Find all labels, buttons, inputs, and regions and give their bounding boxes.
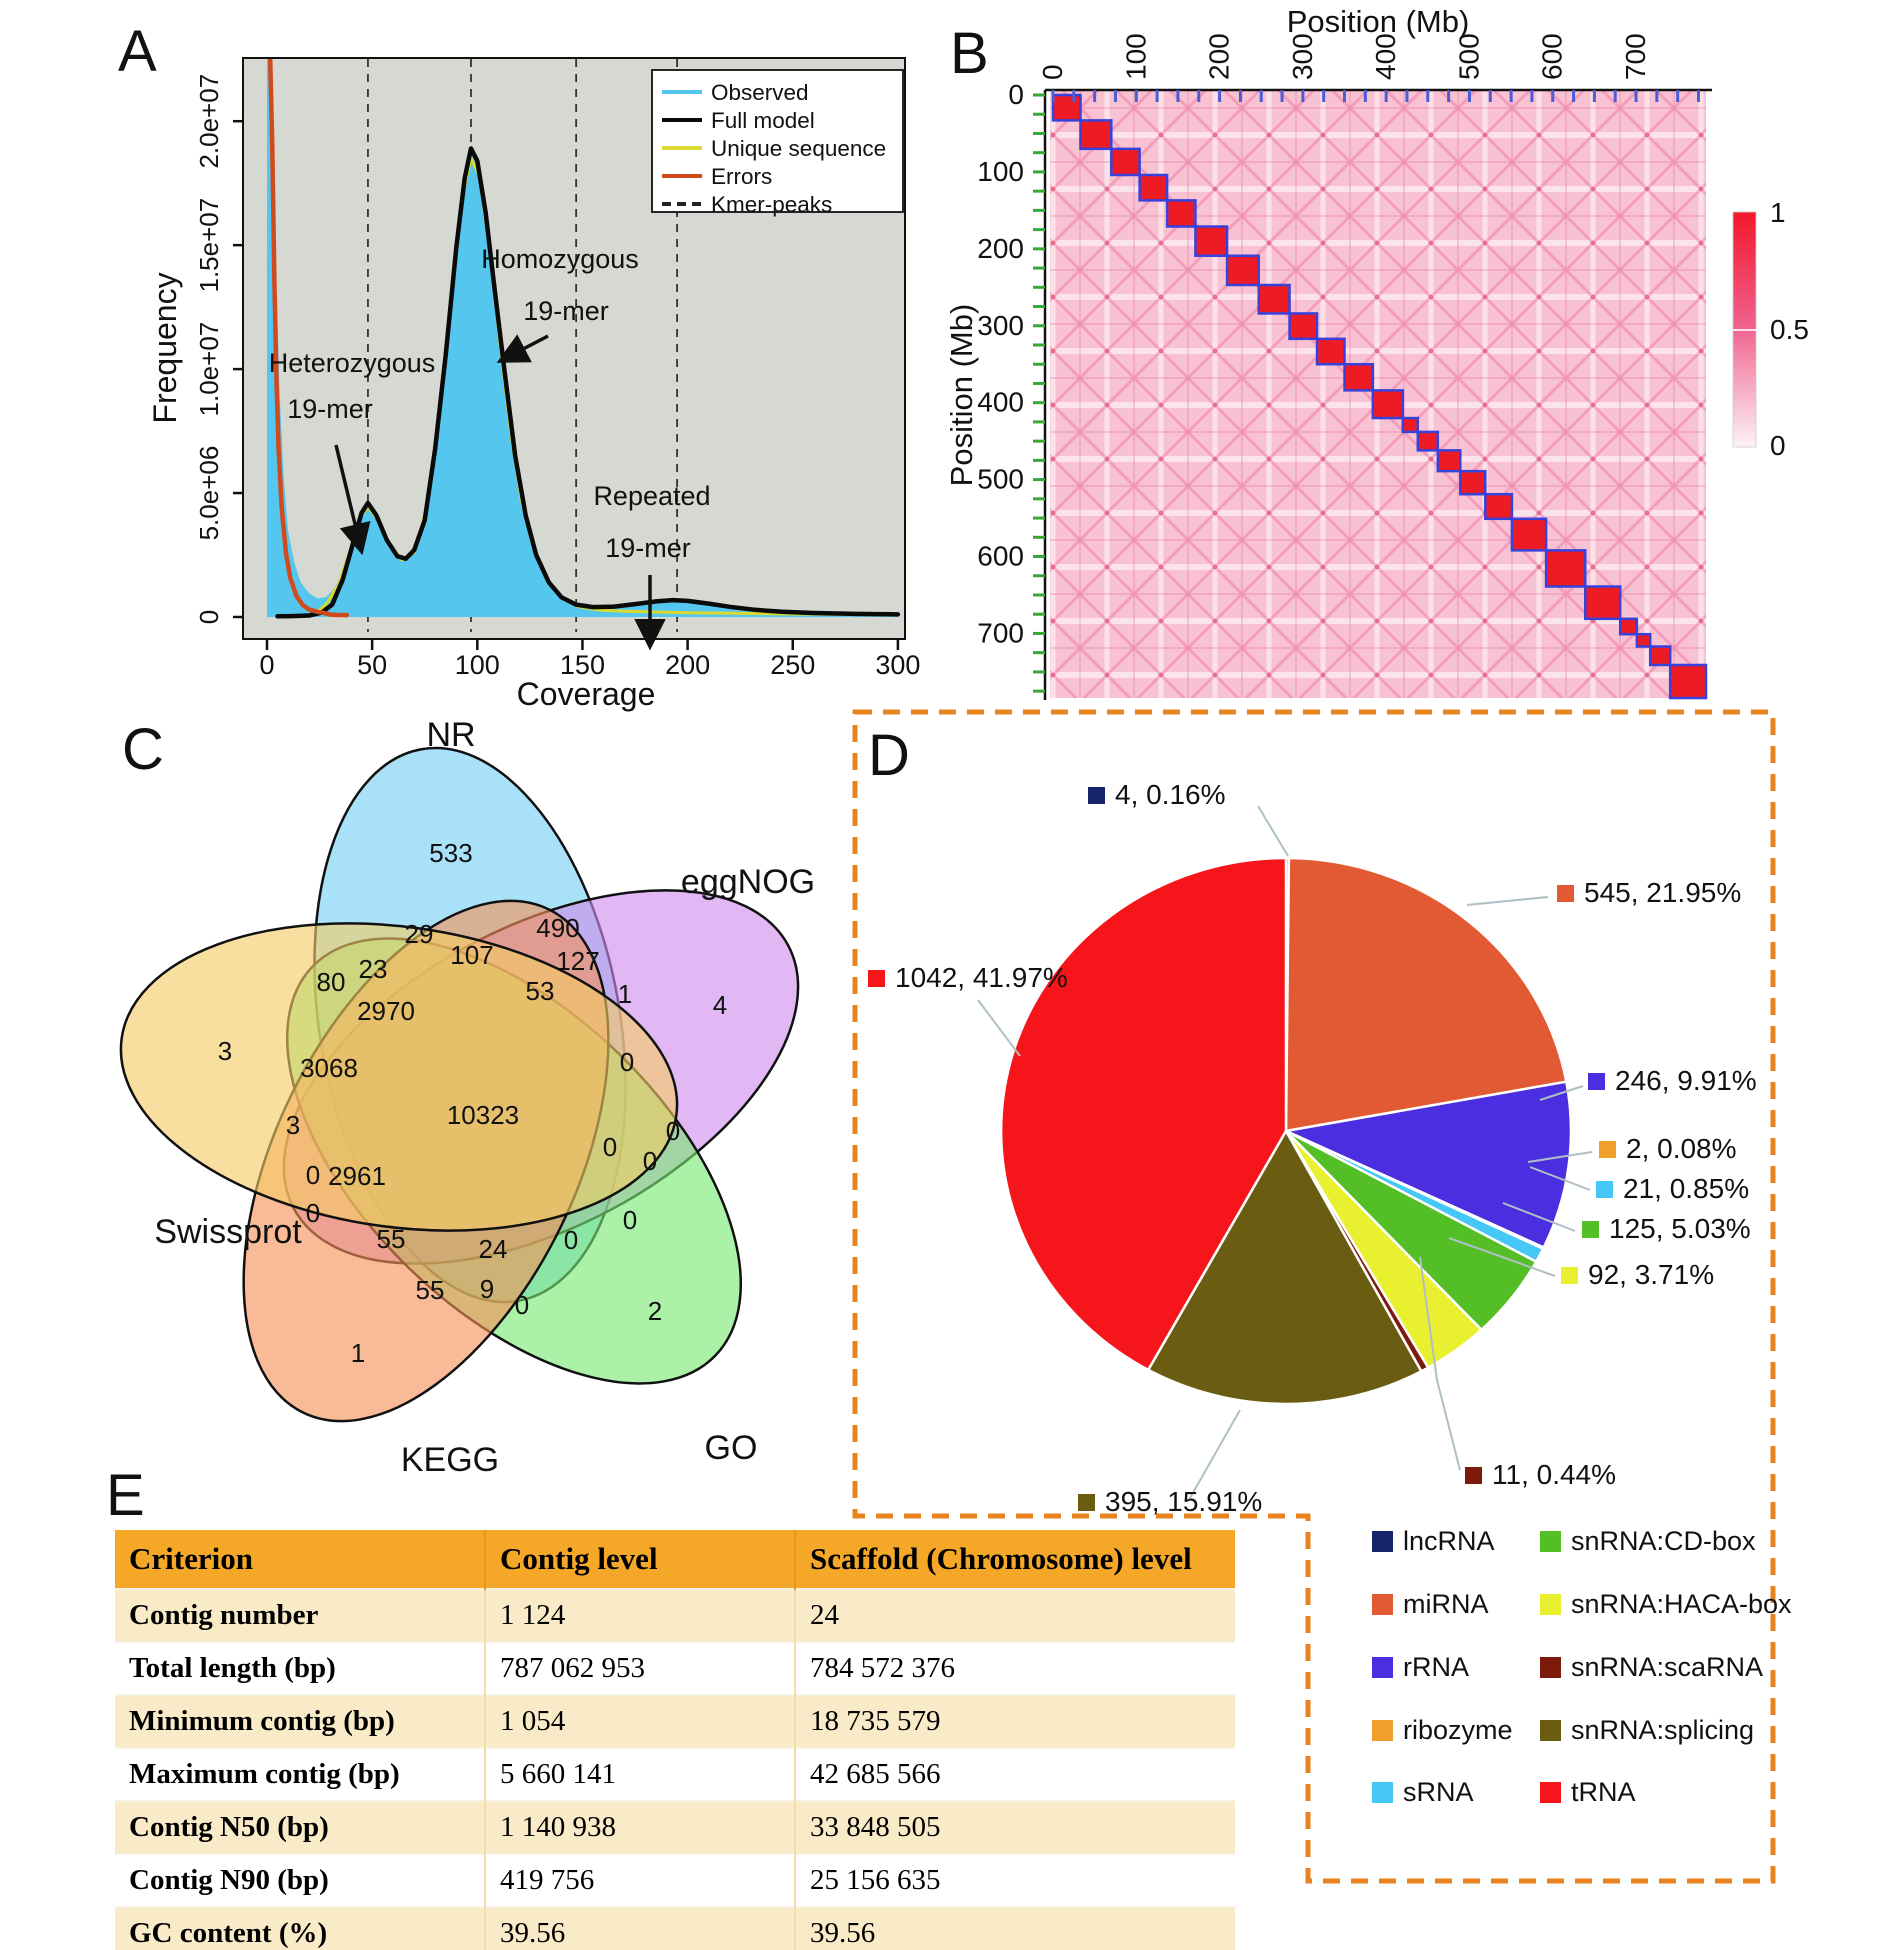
pie-callout-label: 4, 0.16% [1115, 779, 1226, 810]
venn-region-count: 0 [642, 1146, 658, 1176]
kmer-x-tick-label: 0 [259, 650, 275, 680]
hic-top-tick-label: 400 [1370, 33, 1402, 80]
panel-a-letter: A [118, 19, 157, 84]
hic-y-axis-title: Position (Mb) [944, 303, 979, 487]
pie-callout-swatch [1465, 1467, 1482, 1484]
hic-chromosome-block [1373, 390, 1403, 418]
table-cell-value: 39.56 [485, 1907, 795, 1950]
panel-d-letter: D [868, 723, 910, 788]
pie-callout-label: 545, 21.95% [1584, 877, 1742, 908]
hic-left-tick-label: 600 [977, 540, 1024, 572]
pie-callout-swatch [1582, 1221, 1599, 1238]
hic-top-tick-label: 500 [1453, 33, 1485, 80]
hic-top-tick-label: 100 [1120, 33, 1152, 80]
table-row [115, 1748, 1235, 1801]
venn-region-count: 0 [514, 1290, 530, 1320]
kmer-x-axis-title: Coverage [516, 676, 656, 712]
hic-chromosome-block [1111, 149, 1139, 175]
pie-callout-label: 11, 0.44% [1492, 1459, 1617, 1490]
table-cell-value: 787 062 953 [485, 1642, 795, 1695]
venn-region-count: 80 [316, 967, 346, 997]
pie-legend-swatch [1372, 1657, 1393, 1678]
hic-chromosome-block [1140, 175, 1167, 200]
kmer-legend-label: Observed [711, 80, 809, 105]
hic-chromosome-block [1620, 619, 1637, 634]
hic-left-tick-label: 500 [977, 463, 1024, 495]
pie-callout-label: 125, 5.03% [1609, 1213, 1751, 1244]
venn-region-count: 55 [415, 1275, 445, 1305]
kmer-annotation-text: Repeated [593, 481, 711, 511]
kmer-x-tick-label: 50 [357, 650, 388, 680]
hic-chromosome-block [1460, 471, 1485, 494]
hic-chromosome-block [1259, 285, 1290, 313]
venn-region-count: 3 [217, 1036, 233, 1066]
venn-region-count: 107 [450, 940, 494, 970]
venn-region-count: 0 [602, 1132, 618, 1162]
hic-left-tick-label: 300 [977, 309, 1024, 341]
hic-chromosome-block [1345, 364, 1373, 390]
pie-legend-label: sRNA [1403, 1777, 1474, 1807]
pie-legend-swatch [1540, 1594, 1561, 1615]
pie-leader-line [978, 1000, 1020, 1056]
table-cell-value: 1 054 [485, 1695, 795, 1748]
venn-set-label-eggnog: eggNOG [680, 863, 816, 901]
table-cell-value: 1 140 938 [485, 1801, 795, 1854]
hic-chromosome-block [1053, 95, 1080, 120]
venn-region-count: 9 [479, 1274, 495, 1304]
pie-legend-swatch [1540, 1782, 1561, 1803]
kmer-annotation-text: 19-mer [605, 533, 691, 563]
table-row [115, 1854, 1235, 1907]
kmer-y-tick-label: 0 [194, 609, 224, 625]
hic-chromosome-block [1227, 256, 1259, 285]
kmer-annotation-text: 19-mer [523, 296, 609, 326]
venn-region-count: 0 [305, 1160, 321, 1190]
kmer-x-tick-label: 200 [665, 650, 711, 680]
venn-set-label-nr: NR [426, 716, 476, 754]
pie-legend-label: snRNA:HACA-box [1571, 1589, 1792, 1619]
hic-chromosome-block [1438, 450, 1460, 471]
venn-region-count: 1 [350, 1338, 366, 1368]
table-cell-value: 33 848 505 [795, 1801, 1235, 1854]
pie-legend-label: ribozyme [1403, 1715, 1513, 1745]
hic-top-tick-label: 600 [1536, 33, 1568, 80]
table-row [115, 1642, 1235, 1695]
venn-region-count: 490 [536, 913, 580, 943]
pie-callout-swatch [1088, 787, 1105, 804]
hic-chromosome-block [1418, 432, 1438, 450]
pie-legend-swatch [1372, 1720, 1393, 1741]
venn-region-count: 0 [563, 1225, 579, 1255]
venn-region-count: 2961 [328, 1161, 386, 1191]
pie-callout-label: 246, 9.91% [1615, 1065, 1757, 1096]
table-cell-criterion: Maximum contig (bp) [115, 1748, 485, 1801]
hic-chromosome-block [1546, 550, 1585, 586]
kmer-y-tick-label: 1.5e+07 [194, 197, 224, 293]
hic-left-tick-label: 700 [977, 617, 1024, 649]
kmer-x-tick-label: 150 [559, 650, 605, 680]
venn-region-count: 3 [285, 1110, 301, 1140]
pie-callout-label: 2, 0.08% [1626, 1133, 1737, 1164]
pie-callout-swatch [1078, 1494, 1095, 1511]
table-cell-value: 5 660 141 [485, 1748, 795, 1801]
assembly-table-body [115, 1589, 1235, 1950]
kmer-legend-label: Kmer-peaks [711, 192, 833, 217]
table-cell-criterion: Contig number [115, 1589, 485, 1642]
venn-region-count: 2 [647, 1296, 663, 1326]
kmer-y-axis-title: Frequency [147, 272, 183, 424]
panel-c-letter: C [122, 717, 164, 782]
pie-legend-label: snRNA:scaRNA [1571, 1652, 1764, 1682]
hic-chromosome-block [1585, 587, 1620, 619]
table-cell-value: 784 572 376 [795, 1642, 1235, 1695]
kmer-x-tick-label: 250 [770, 650, 816, 680]
assembly-table-header [115, 1530, 1235, 1589]
pie-callout-swatch [868, 970, 885, 987]
pie-callout-label: 21, 0.85% [1623, 1173, 1750, 1204]
venn-set-label-swissprot: Swissprot [154, 1213, 302, 1251]
table-cell-criterion: Contig N90 (bp) [115, 1854, 485, 1907]
table-row [115, 1801, 1235, 1854]
hic-colorbar-min-label: 0 [1770, 430, 1786, 461]
table-cell-value: 18 735 579 [795, 1695, 1235, 1748]
venn-region-count: 3068 [300, 1053, 358, 1083]
venn-region-count: 55 [376, 1224, 406, 1254]
kmer-y-tick-label: 5.0e+06 [194, 445, 224, 541]
table-cell-value: 25 156 635 [795, 1854, 1235, 1907]
kmer-legend-label: Unique sequence [711, 136, 887, 161]
venn-set-label-go: GO [704, 1429, 758, 1467]
hic-chromosome-block [1290, 313, 1317, 338]
venn-region-count: 0 [619, 1047, 635, 1077]
venn-region-count: 23 [358, 954, 388, 984]
venn-region-count: 24 [478, 1234, 508, 1264]
kmer-x-tick-label: 100 [454, 650, 500, 680]
table-cell-value: 39.56 [795, 1907, 1235, 1950]
table-row [115, 1695, 1235, 1748]
hic-chromosome-block [1167, 200, 1195, 226]
pie-callout-swatch [1599, 1141, 1616, 1158]
hic-chromosome-block [1403, 418, 1418, 432]
kmer-x-tick-label: 300 [875, 650, 921, 680]
pie-legend-label: snRNA:CD-box [1571, 1526, 1756, 1556]
hic-chromosome-block [1512, 519, 1546, 551]
hic-chromosome-block [1195, 227, 1227, 256]
table-header-row [115, 1530, 1235, 1589]
table-row [115, 1907, 1235, 1950]
hic-chromosome-block [1485, 494, 1512, 519]
table-cell-criterion: Total length (bp) [115, 1642, 485, 1695]
table-cell-value: 24 [795, 1589, 1235, 1642]
kmer-legend-label: Full model [711, 108, 815, 133]
table-cell-value: 42 685 566 [795, 1748, 1235, 1801]
kmer-y-tick-label: 2.0e+07 [194, 73, 224, 169]
pie-legend-label: tRNA [1571, 1777, 1636, 1807]
table-cell-value: 1 124 [485, 1589, 795, 1642]
kmer-y-tick-label: 1.0e+07 [194, 321, 224, 417]
assembly-stats-table [115, 1530, 1235, 1950]
pie-legend-swatch [1540, 1531, 1561, 1552]
pie-callout-label: 395, 15.91% [1105, 1486, 1263, 1517]
venn-region-count: 29 [404, 919, 434, 949]
hic-chromosome-block [1650, 647, 1670, 665]
table-row [115, 1589, 1235, 1642]
kmer-annotation-text: Homozygous [481, 244, 639, 274]
pie-legend-swatch [1540, 1657, 1561, 1678]
pie-callout-swatch [1588, 1073, 1605, 1090]
venn-region-count: 1 [617, 979, 633, 1009]
kmer-annotation-text: 19-mer [287, 394, 373, 424]
venn-region-count: 10323 [446, 1100, 520, 1130]
pie-callout-swatch [1596, 1181, 1613, 1198]
hic-left-tick-label: 0 [1008, 79, 1024, 110]
table-cell-criterion: Contig N50 (bp) [115, 1801, 485, 1854]
hic-left-tick-label: 400 [977, 386, 1024, 418]
hic-top-tick-label: 200 [1203, 33, 1235, 80]
pie-legend-label: snRNA:splicing [1571, 1715, 1755, 1745]
pie-legend-swatch [1540, 1720, 1561, 1741]
pie-legend-label: miRNA [1403, 1589, 1489, 1619]
table-column-header: Criterion [115, 1530, 485, 1589]
hic-chromosome-block [1637, 634, 1650, 646]
hic-chromosome-block [1317, 339, 1344, 364]
hic-top-tick-label: 300 [1286, 33, 1318, 80]
venn-set-label-kegg: KEGG [400, 1441, 500, 1479]
venn-region-count: 4 [712, 990, 728, 1020]
pie-callout-label: 92, 3.71% [1588, 1259, 1715, 1290]
venn-region-count: 53 [525, 976, 555, 1006]
table-cell-criterion: Minimum contig (bp) [115, 1695, 485, 1748]
hic-chromosome-block [1080, 120, 1111, 148]
table-column-header: Scaffold (Chromosome) level [795, 1530, 1235, 1589]
table-column-header: Contig level [485, 1530, 795, 1589]
venn-region-count: 2970 [357, 996, 415, 1026]
pie-leader-line [1190, 1410, 1240, 1498]
table-cell-value: 419 756 [485, 1854, 795, 1907]
pie-legend-swatch [1372, 1594, 1393, 1615]
pie-legend-swatch [1372, 1782, 1393, 1803]
pie-callout-swatch [1561, 1267, 1578, 1284]
pie-legend-swatch [1372, 1531, 1393, 1552]
venn-region-count: 127 [556, 946, 600, 976]
hic-chromosome-block [1670, 665, 1706, 698]
table-cell-criterion: GC content (%) [115, 1907, 485, 1950]
hic-colorbar-max-label: 1 [1770, 197, 1786, 228]
kmer-annotation-text: Heterozygous [268, 348, 436, 378]
hic-top-tick-label: 0 [1037, 64, 1068, 80]
pie-legend-label: lncRNA [1403, 1526, 1495, 1556]
venn-region-count: 0 [665, 1116, 681, 1146]
pie-callout-label: 1042, 41.97% [895, 962, 1068, 993]
venn-region-count: 0 [305, 1198, 321, 1228]
hic-top-tick-label: 700 [1620, 33, 1652, 80]
pie-leader-line [1467, 897, 1548, 905]
hic-colorbar-mid-label: 0.5 [1770, 314, 1809, 345]
venn-region-count: 533 [429, 838, 473, 868]
hic-left-tick-label: 200 [977, 232, 1024, 264]
pie-leader-line [1258, 806, 1288, 856]
hic-left-tick-label: 100 [977, 155, 1024, 187]
pie-legend-label: rRNA [1403, 1652, 1469, 1682]
panel-e-letter: E [106, 1463, 145, 1528]
venn-region-count: 0 [622, 1205, 638, 1235]
pie-callout-swatch [1557, 885, 1574, 902]
panel-b-letter: B [950, 21, 989, 86]
hic-x-axis-title: Position (Mb) [1286, 4, 1470, 39]
kmer-legend-label: Errors [711, 164, 773, 189]
